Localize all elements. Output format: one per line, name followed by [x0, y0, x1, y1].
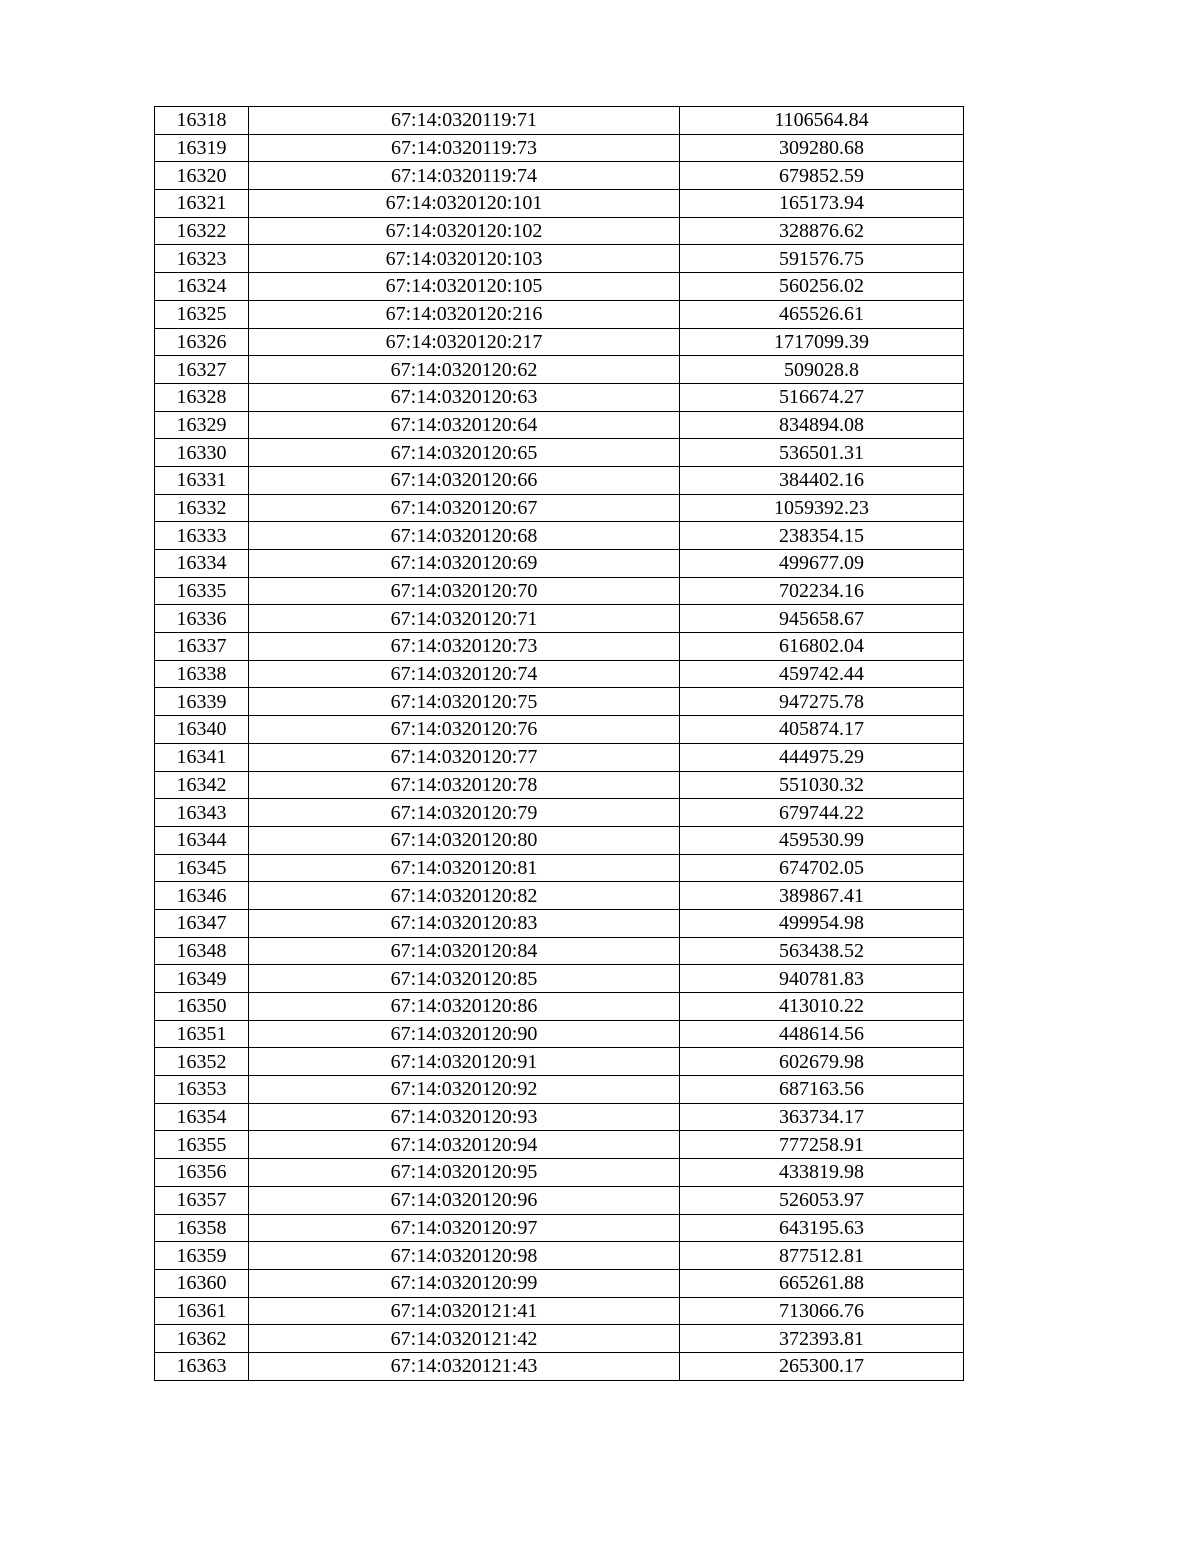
cadastral-number-cell: 67:14:0320120:97: [249, 1214, 680, 1242]
cadastral-number-cell: 67:14:0320120:216: [249, 300, 680, 328]
row-number-cell: 16335: [155, 577, 249, 605]
row-number-cell: 16357: [155, 1186, 249, 1214]
table-row: [155, 411, 964, 439]
table-row: [155, 743, 964, 771]
table-row: [155, 1325, 964, 1353]
value-cell: 309280.68: [680, 134, 964, 162]
table-row: [155, 688, 964, 716]
value-cell: 940781.83: [680, 965, 964, 993]
table-row: [155, 1048, 964, 1076]
value-cell: 516674.27: [680, 383, 964, 411]
value-cell: 877512.81: [680, 1242, 964, 1270]
cadastral-number-cell: 67:14:0320121:43: [249, 1352, 680, 1380]
cadastral-number-cell: 67:14:0320120:79: [249, 799, 680, 827]
row-number-cell: 16319: [155, 134, 249, 162]
cadastral-number-cell: 67:14:0320121:41: [249, 1297, 680, 1325]
row-number-cell: 16323: [155, 245, 249, 273]
value-cell: 509028.8: [680, 356, 964, 384]
cadastral-number-cell: 67:14:0320120:94: [249, 1131, 680, 1159]
table-row: [155, 466, 964, 494]
table-row: [155, 1214, 964, 1242]
row-number-cell: 16355: [155, 1131, 249, 1159]
row-number-cell: 16358: [155, 1214, 249, 1242]
table-row: [155, 854, 964, 882]
value-cell: 560256.02: [680, 273, 964, 301]
cadastral-number-cell: 67:14:0320120:96: [249, 1186, 680, 1214]
row-number-cell: 16320: [155, 162, 249, 190]
value-cell: 945658.67: [680, 605, 964, 633]
value-cell: 265300.17: [680, 1352, 964, 1380]
table-row: [155, 162, 964, 190]
value-cell: 1059392.23: [680, 494, 964, 522]
table-row: [155, 937, 964, 965]
value-cell: 459530.99: [680, 826, 964, 854]
table-row: [155, 1186, 964, 1214]
row-number-cell: 16351: [155, 1020, 249, 1048]
cadastral-number-cell: 67:14:0320120:91: [249, 1048, 680, 1076]
cadastral-number-cell: 67:14:0320120:84: [249, 937, 680, 965]
cadastral-number-cell: 67:14:0320120:66: [249, 466, 680, 494]
cadastral-number-cell: 67:14:0320120:103: [249, 245, 680, 273]
value-cell: 444975.29: [680, 743, 964, 771]
table-row: [155, 716, 964, 744]
cadastral-number-cell: 67:14:0320120:62: [249, 356, 680, 384]
row-number-cell: 16322: [155, 217, 249, 245]
row-number-cell: 16346: [155, 882, 249, 910]
cadastral-number-cell: 67:14:0320120:68: [249, 522, 680, 550]
table-row: [155, 909, 964, 937]
value-cell: 165173.94: [680, 190, 964, 218]
data-table: [154, 106, 964, 1381]
row-number-cell: 16329: [155, 411, 249, 439]
row-number-cell: 16324: [155, 273, 249, 301]
table-row: [155, 633, 964, 661]
cadastral-number-cell: 67:14:0320119:74: [249, 162, 680, 190]
value-cell: 363734.17: [680, 1103, 964, 1131]
cadastral-number-cell: 67:14:0320120:71: [249, 605, 680, 633]
value-cell: 384402.16: [680, 466, 964, 494]
table-row: [155, 356, 964, 384]
cadastral-number-cell: 67:14:0320120:67: [249, 494, 680, 522]
cadastral-number-cell: 67:14:0320120:77: [249, 743, 680, 771]
value-cell: 643195.63: [680, 1214, 964, 1242]
row-number-cell: 16337: [155, 633, 249, 661]
row-number-cell: 16321: [155, 190, 249, 218]
value-cell: 499677.09: [680, 550, 964, 578]
table-row: [155, 1076, 964, 1104]
value-cell: 947275.78: [680, 688, 964, 716]
cadastral-number-cell: 67:14:0320120:82: [249, 882, 680, 910]
row-number-cell: 16363: [155, 1352, 249, 1380]
row-number-cell: 16333: [155, 522, 249, 550]
row-number-cell: 16340: [155, 716, 249, 744]
cadastral-number-cell: 67:14:0320120:95: [249, 1159, 680, 1187]
row-number-cell: 16342: [155, 771, 249, 799]
table-row: [155, 1297, 964, 1325]
cadastral-number-cell: 67:14:0320120:75: [249, 688, 680, 716]
value-cell: 679852.59: [680, 162, 964, 190]
table-row: [155, 107, 964, 135]
table-row: [155, 660, 964, 688]
table-row: [155, 134, 964, 162]
value-cell: 372393.81: [680, 1325, 964, 1353]
value-cell: 834894.08: [680, 411, 964, 439]
row-number-cell: 16330: [155, 439, 249, 467]
table-row: [155, 494, 964, 522]
row-number-cell: 16341: [155, 743, 249, 771]
cadastral-number-cell: 67:14:0320120:85: [249, 965, 680, 993]
table-row: [155, 965, 964, 993]
table-row: [155, 1159, 964, 1187]
cadastral-number-cell: 67:14:0320120:86: [249, 993, 680, 1021]
cadastral-number-cell: 67:14:0320121:42: [249, 1325, 680, 1353]
row-number-cell: 16350: [155, 993, 249, 1021]
cadastral-number-cell: 67:14:0320119:71: [249, 107, 680, 135]
value-cell: 1106564.84: [680, 107, 964, 135]
cadastral-number-cell: 67:14:0320120:102: [249, 217, 680, 245]
cadastral-number-cell: 67:14:0320120:81: [249, 854, 680, 882]
table-row: [155, 550, 964, 578]
table-row: [155, 217, 964, 245]
value-cell: 389867.41: [680, 882, 964, 910]
table-row: [155, 1352, 964, 1380]
row-number-cell: 16327: [155, 356, 249, 384]
row-number-cell: 16348: [155, 937, 249, 965]
cadastral-number-cell: 67:14:0320120:98: [249, 1242, 680, 1270]
value-cell: 536501.31: [680, 439, 964, 467]
row-number-cell: 16362: [155, 1325, 249, 1353]
value-cell: 679744.22: [680, 799, 964, 827]
table-row: [155, 1020, 964, 1048]
table-body: [155, 107, 964, 1381]
row-number-cell: 16354: [155, 1103, 249, 1131]
row-number-cell: 16345: [155, 854, 249, 882]
row-number-cell: 16353: [155, 1076, 249, 1104]
value-cell: 665261.88: [680, 1269, 964, 1297]
table-row: [155, 245, 964, 273]
cadastral-number-cell: 67:14:0320120:80: [249, 826, 680, 854]
table-row: [155, 882, 964, 910]
table-row: [155, 273, 964, 301]
row-number-cell: 16336: [155, 605, 249, 633]
table-row: [155, 799, 964, 827]
value-cell: 551030.32: [680, 771, 964, 799]
cadastral-number-cell: 67:14:0320120:76: [249, 716, 680, 744]
row-number-cell: 16339: [155, 688, 249, 716]
value-cell: 405874.17: [680, 716, 964, 744]
table-row: [155, 300, 964, 328]
cadastral-number-cell: 67:14:0320120:63: [249, 383, 680, 411]
cadastral-number-cell: 67:14:0320120:99: [249, 1269, 680, 1297]
cadastral-number-cell: 67:14:0320120:92: [249, 1076, 680, 1104]
cadastral-number-cell: 67:14:0320120:74: [249, 660, 680, 688]
table-row: [155, 328, 964, 356]
value-cell: 238354.15: [680, 522, 964, 550]
row-number-cell: 16326: [155, 328, 249, 356]
value-cell: 674702.05: [680, 854, 964, 882]
row-number-cell: 16360: [155, 1269, 249, 1297]
row-number-cell: 16334: [155, 550, 249, 578]
row-number-cell: 16352: [155, 1048, 249, 1076]
row-number-cell: 16331: [155, 466, 249, 494]
value-cell: 591576.75: [680, 245, 964, 273]
value-cell: 448614.56: [680, 1020, 964, 1048]
row-number-cell: 16325: [155, 300, 249, 328]
value-cell: 459742.44: [680, 660, 964, 688]
cadastral-number-cell: 67:14:0320120:93: [249, 1103, 680, 1131]
table-row: [155, 1269, 964, 1297]
row-number-cell: 16328: [155, 383, 249, 411]
row-number-cell: 16347: [155, 909, 249, 937]
table-row: [155, 1103, 964, 1131]
row-number-cell: 16338: [155, 660, 249, 688]
row-number-cell: 16356: [155, 1159, 249, 1187]
cadastral-number-cell: 67:14:0320120:65: [249, 439, 680, 467]
row-number-cell: 16344: [155, 826, 249, 854]
cadastral-number-cell: 67:14:0320120:105: [249, 273, 680, 301]
table-row: [155, 993, 964, 1021]
cadastral-number-cell: 67:14:0320120:70: [249, 577, 680, 605]
row-number-cell: 16349: [155, 965, 249, 993]
row-number-cell: 16318: [155, 107, 249, 135]
value-cell: 616802.04: [680, 633, 964, 661]
cadastral-number-cell: 67:14:0320120:90: [249, 1020, 680, 1048]
cadastral-number-cell: 67:14:0320120:101: [249, 190, 680, 218]
row-number-cell: 16332: [155, 494, 249, 522]
cadastral-number-cell: 67:14:0320120:73: [249, 633, 680, 661]
value-cell: 777258.91: [680, 1131, 964, 1159]
value-cell: 702234.16: [680, 577, 964, 605]
table-row: [155, 522, 964, 550]
cadastral-number-cell: 67:14:0320119:73: [249, 134, 680, 162]
cadastral-number-cell: 67:14:0320120:217: [249, 328, 680, 356]
row-number-cell: 16343: [155, 799, 249, 827]
table-row: [155, 383, 964, 411]
table-row: [155, 1242, 964, 1270]
value-cell: 602679.98: [680, 1048, 964, 1076]
table-row: [155, 771, 964, 799]
cadastral-number-cell: 67:14:0320120:78: [249, 771, 680, 799]
table-row: [155, 439, 964, 467]
cadastral-number-cell: 67:14:0320120:69: [249, 550, 680, 578]
value-cell: 687163.56: [680, 1076, 964, 1104]
table-row: [155, 605, 964, 633]
value-cell: 499954.98: [680, 909, 964, 937]
value-cell: 413010.22: [680, 993, 964, 1021]
value-cell: 433819.98: [680, 1159, 964, 1187]
table-row: [155, 190, 964, 218]
value-cell: 1717099.39: [680, 328, 964, 356]
row-number-cell: 16361: [155, 1297, 249, 1325]
value-cell: 328876.62: [680, 217, 964, 245]
value-cell: 713066.76: [680, 1297, 964, 1325]
value-cell: 465526.61: [680, 300, 964, 328]
cadastral-number-cell: 67:14:0320120:64: [249, 411, 680, 439]
value-cell: 526053.97: [680, 1186, 964, 1214]
table-row: [155, 577, 964, 605]
row-number-cell: 16359: [155, 1242, 249, 1270]
table-row: [155, 1131, 964, 1159]
table-row: [155, 826, 964, 854]
value-cell: 563438.52: [680, 937, 964, 965]
cadastral-number-cell: 67:14:0320120:83: [249, 909, 680, 937]
